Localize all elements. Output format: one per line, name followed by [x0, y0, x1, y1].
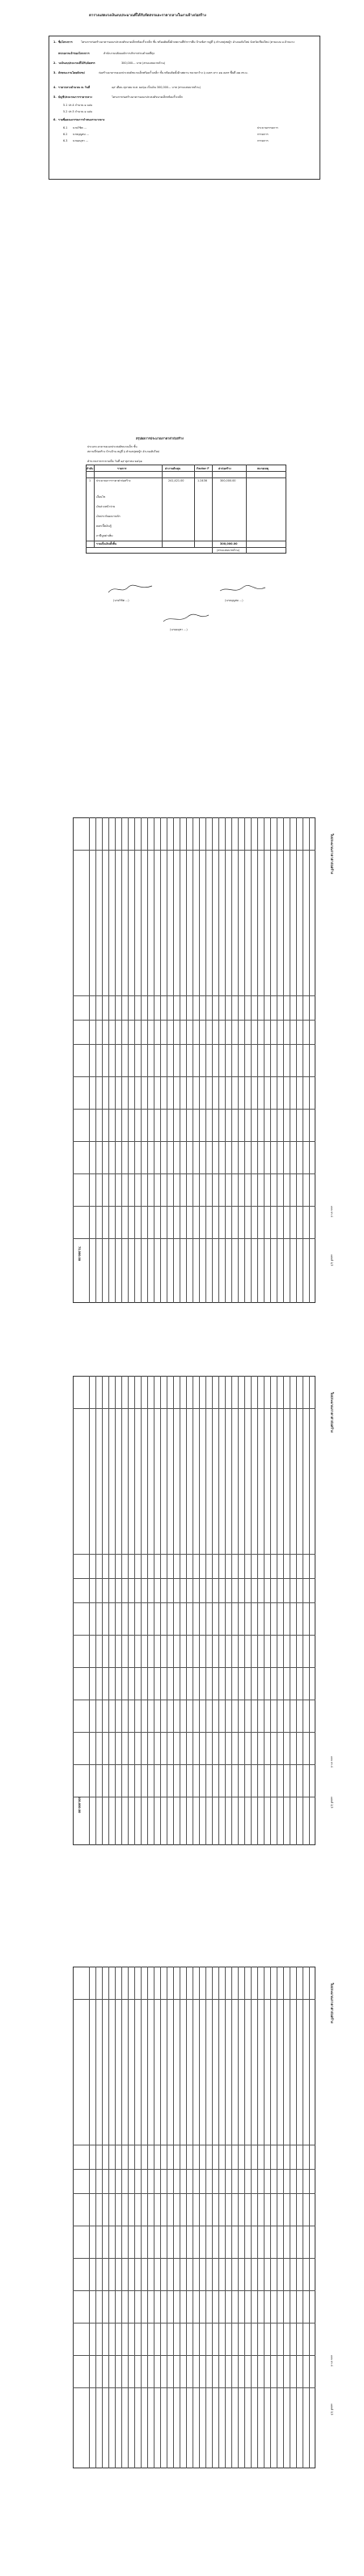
summary-sum-label: รวมเป็นเงินทั้งสิ้น [96, 542, 116, 545]
committee-3-role: กรรมการ [257, 139, 269, 142]
rotated-3-title: ใบประมาณราคาค่าก่อสร้าง [330, 1983, 334, 2024]
summary-header-no: ลำดับ [87, 467, 94, 470]
signature-right [218, 583, 267, 596]
item-1-text: โครงการก่อสร้างอาคารอเนกประสงค์ขนาดเล็กพร้อมรั้วเหล็ก ชั้น พร้อมติดตั้งฝ้าเพดานที่ทำการคีม ป้านข้อฯ หมู่ที่ ๖ ตำบลทุ่งพญ้า อำเภอเทิงใหม่ จังหวัดเชียงใหม่ (ตามแบบ อ.บ้านบาง [81, 40, 294, 44]
item-5-text: โครงการก่อสร้างอาคารอเนกประสงค์ขนาดเล็กพร้อมรั้วเหล็ก [112, 95, 183, 99]
rotated-page-3 [0, 1967, 364, 2468]
rotated-3-sheet: แบบ ปร.4 [330, 2355, 333, 2366]
item-5-1: 5.1 ปร.4 จำนวน ๑ แผ่น [63, 104, 92, 107]
item-5-label: บัญชีประมาณการราคากลาง [58, 95, 92, 99]
summary-row-1-factor: 1.2436 [197, 479, 207, 482]
sign-right-name: (นายบุญสม ...) [225, 599, 243, 602]
item-3-text: ก่อสร้างอาคารอเนกประสงค์ขนาดเล็กพร้อมรั้วเหล็ก ชั้น พร้อมติดตั้งฝ้าเพดาน ขนาดกว้าง ๖ เมตร ยาว ๑๒ เมตร พื้นที่ ๗๒ ตร.ม. [99, 71, 248, 74]
rotated-2-total: 100,000.00 [78, 1797, 81, 1814]
item-5-no: 5. [53, 95, 57, 99]
page2-location: สถานที่ก่อสร้าง บ้านป้าน หมู่ที่ ๖ ตำบลทุ่งพญ้า อำเภอเทิงใหม่ [87, 450, 159, 453]
summary-words: (สามแสนบาทถ้วน) [217, 549, 239, 552]
rotated-1-total: 75,000.00 [78, 1246, 81, 1261]
rotated-2-sheet: แบบ ปร.4 [330, 1756, 333, 1768]
summary-row-1-item: ประมาณการราคาค่าก่อสร้าง [96, 479, 131, 482]
summary-row-1-total: 300,000.00 [220, 479, 236, 482]
summary-header-factor: Factor F [197, 467, 210, 470]
committee-1-no: 6.1 [63, 126, 68, 129]
summary-row-1-no: 1 [89, 479, 91, 482]
item-2-no: 2. [53, 62, 57, 65]
page1-title: ตารางแสดงวงเงินงบประมาณที่ได้รับจัดสรรและราคากลางในงานจ้างก่อสร้าง [89, 14, 206, 18]
item-1-label: ชื่อโครงการ [58, 40, 73, 44]
page2-date: คำนวณราคากลางเมื่อ วันที่ ๑๙ ตุลาคม ๒๕๖๑ [87, 460, 142, 463]
item-1-no: 1. [53, 40, 57, 44]
summary-sum-value: 300,000.00 [220, 542, 238, 545]
rotated-page-1 [0, 817, 364, 1303]
committee-3-name: นายอนุชา ... [73, 139, 89, 142]
summary-row-1-cost: 241,421.00 [168, 479, 184, 482]
rotated-2-page: แผ่นที่ 2/3 [330, 1797, 333, 1809]
summary-header-item: รายการ [117, 467, 127, 470]
rotated-1-title: ใบประมาณราคาค่าก่อสร้าง [330, 834, 334, 875]
item-owner-text: สำนักงานปลัดองค์การบริหารส่วนตำบลที่ทุ่ง [104, 52, 155, 55]
item-2-text: 300,000.-- บาท (สามแสนบาทถ้วน) [121, 62, 165, 65]
summary-row-5-item: ดอกเบี้ยเงินกู้ [96, 524, 112, 528]
rotated-2-title: ใบประมาณราคาค่าก่อสร้าง [330, 1392, 334, 1433]
page2-project: ประเภท อาคารอเนกประสงค์ขนาดเล็ก ชั้น [87, 445, 138, 448]
rotated-1-sheet: แบบ ปร.4 [330, 1206, 333, 1217]
committee-1-role: ประธานกรรมการ [257, 126, 278, 129]
summary-row-3-item: เงินล่วงหน้าจ่าย [96, 505, 116, 508]
summary-row-6-item: ภาษีมูลค่าเพิ่ม [96, 534, 113, 537]
item-owner-label: หน่วยงานเจ้าของโครงการ [58, 52, 90, 55]
sign-left-name: (นายวิชิต ...) [113, 599, 129, 602]
summary-row-4-item: เงินประกันผลงานหัก [96, 515, 121, 518]
item-6-label: รายชื่อคณะกรรมการกำหนดราคากลาง [58, 118, 105, 121]
summary-row-2-item: เงื่อนไข [96, 495, 106, 499]
item-4-text: ๑๙ เดือน ตุลาคม พ.ศ. ๒๕๖๑ เป็นเงิน 300,000.-- บาท (สามแสนบาทถ้วน) [112, 86, 201, 89]
item-3-label: ลักษณะงานโดยสังเขป [58, 71, 85, 74]
committee-2-role: กรรมการ [257, 133, 269, 136]
rotated-1-page: แผ่นที่ 1/3 [330, 1254, 333, 1267]
signature-left [107, 583, 155, 596]
item-2-label: วงเงินงบประมาณที่ได้รับจัดสรร [58, 62, 95, 65]
summary-header-note: หมายเหตุ [257, 467, 269, 470]
committee-2-no: 6.2 [63, 133, 68, 136]
item-5-2: 5.2 ปร.5 จำนวน ๑ แผ่น [63, 110, 92, 113]
sign-bottom-name: (นายอนุชา ...) [170, 628, 188, 631]
summary-header-cost: ค่างานต้นทุน [165, 467, 181, 470]
rotated-page-2 [0, 1376, 364, 1845]
committee-3-no: 6.3 [63, 139, 68, 142]
rotated-3-page: แผ่นที่ 3/3 [330, 2404, 333, 2416]
page2-title: สรุปผลการประมาณราคาค่าก่อสร้าง [136, 436, 184, 440]
item-6-no: 6. [53, 118, 57, 121]
item-4-label: ราคากลางคำนวณ ณ วันที่ [58, 86, 91, 89]
signature-bottom [162, 612, 210, 625]
committee-1-name: นายวิชิต ... [73, 126, 87, 129]
summary-header-total: ค่าก่อสร้าง [218, 467, 231, 470]
page1-frame [49, 36, 320, 180]
item-4-no: 4. [53, 86, 57, 89]
committee-2-name: นายบุญสม ... [73, 133, 89, 136]
item-3-no: 3. [53, 71, 57, 74]
